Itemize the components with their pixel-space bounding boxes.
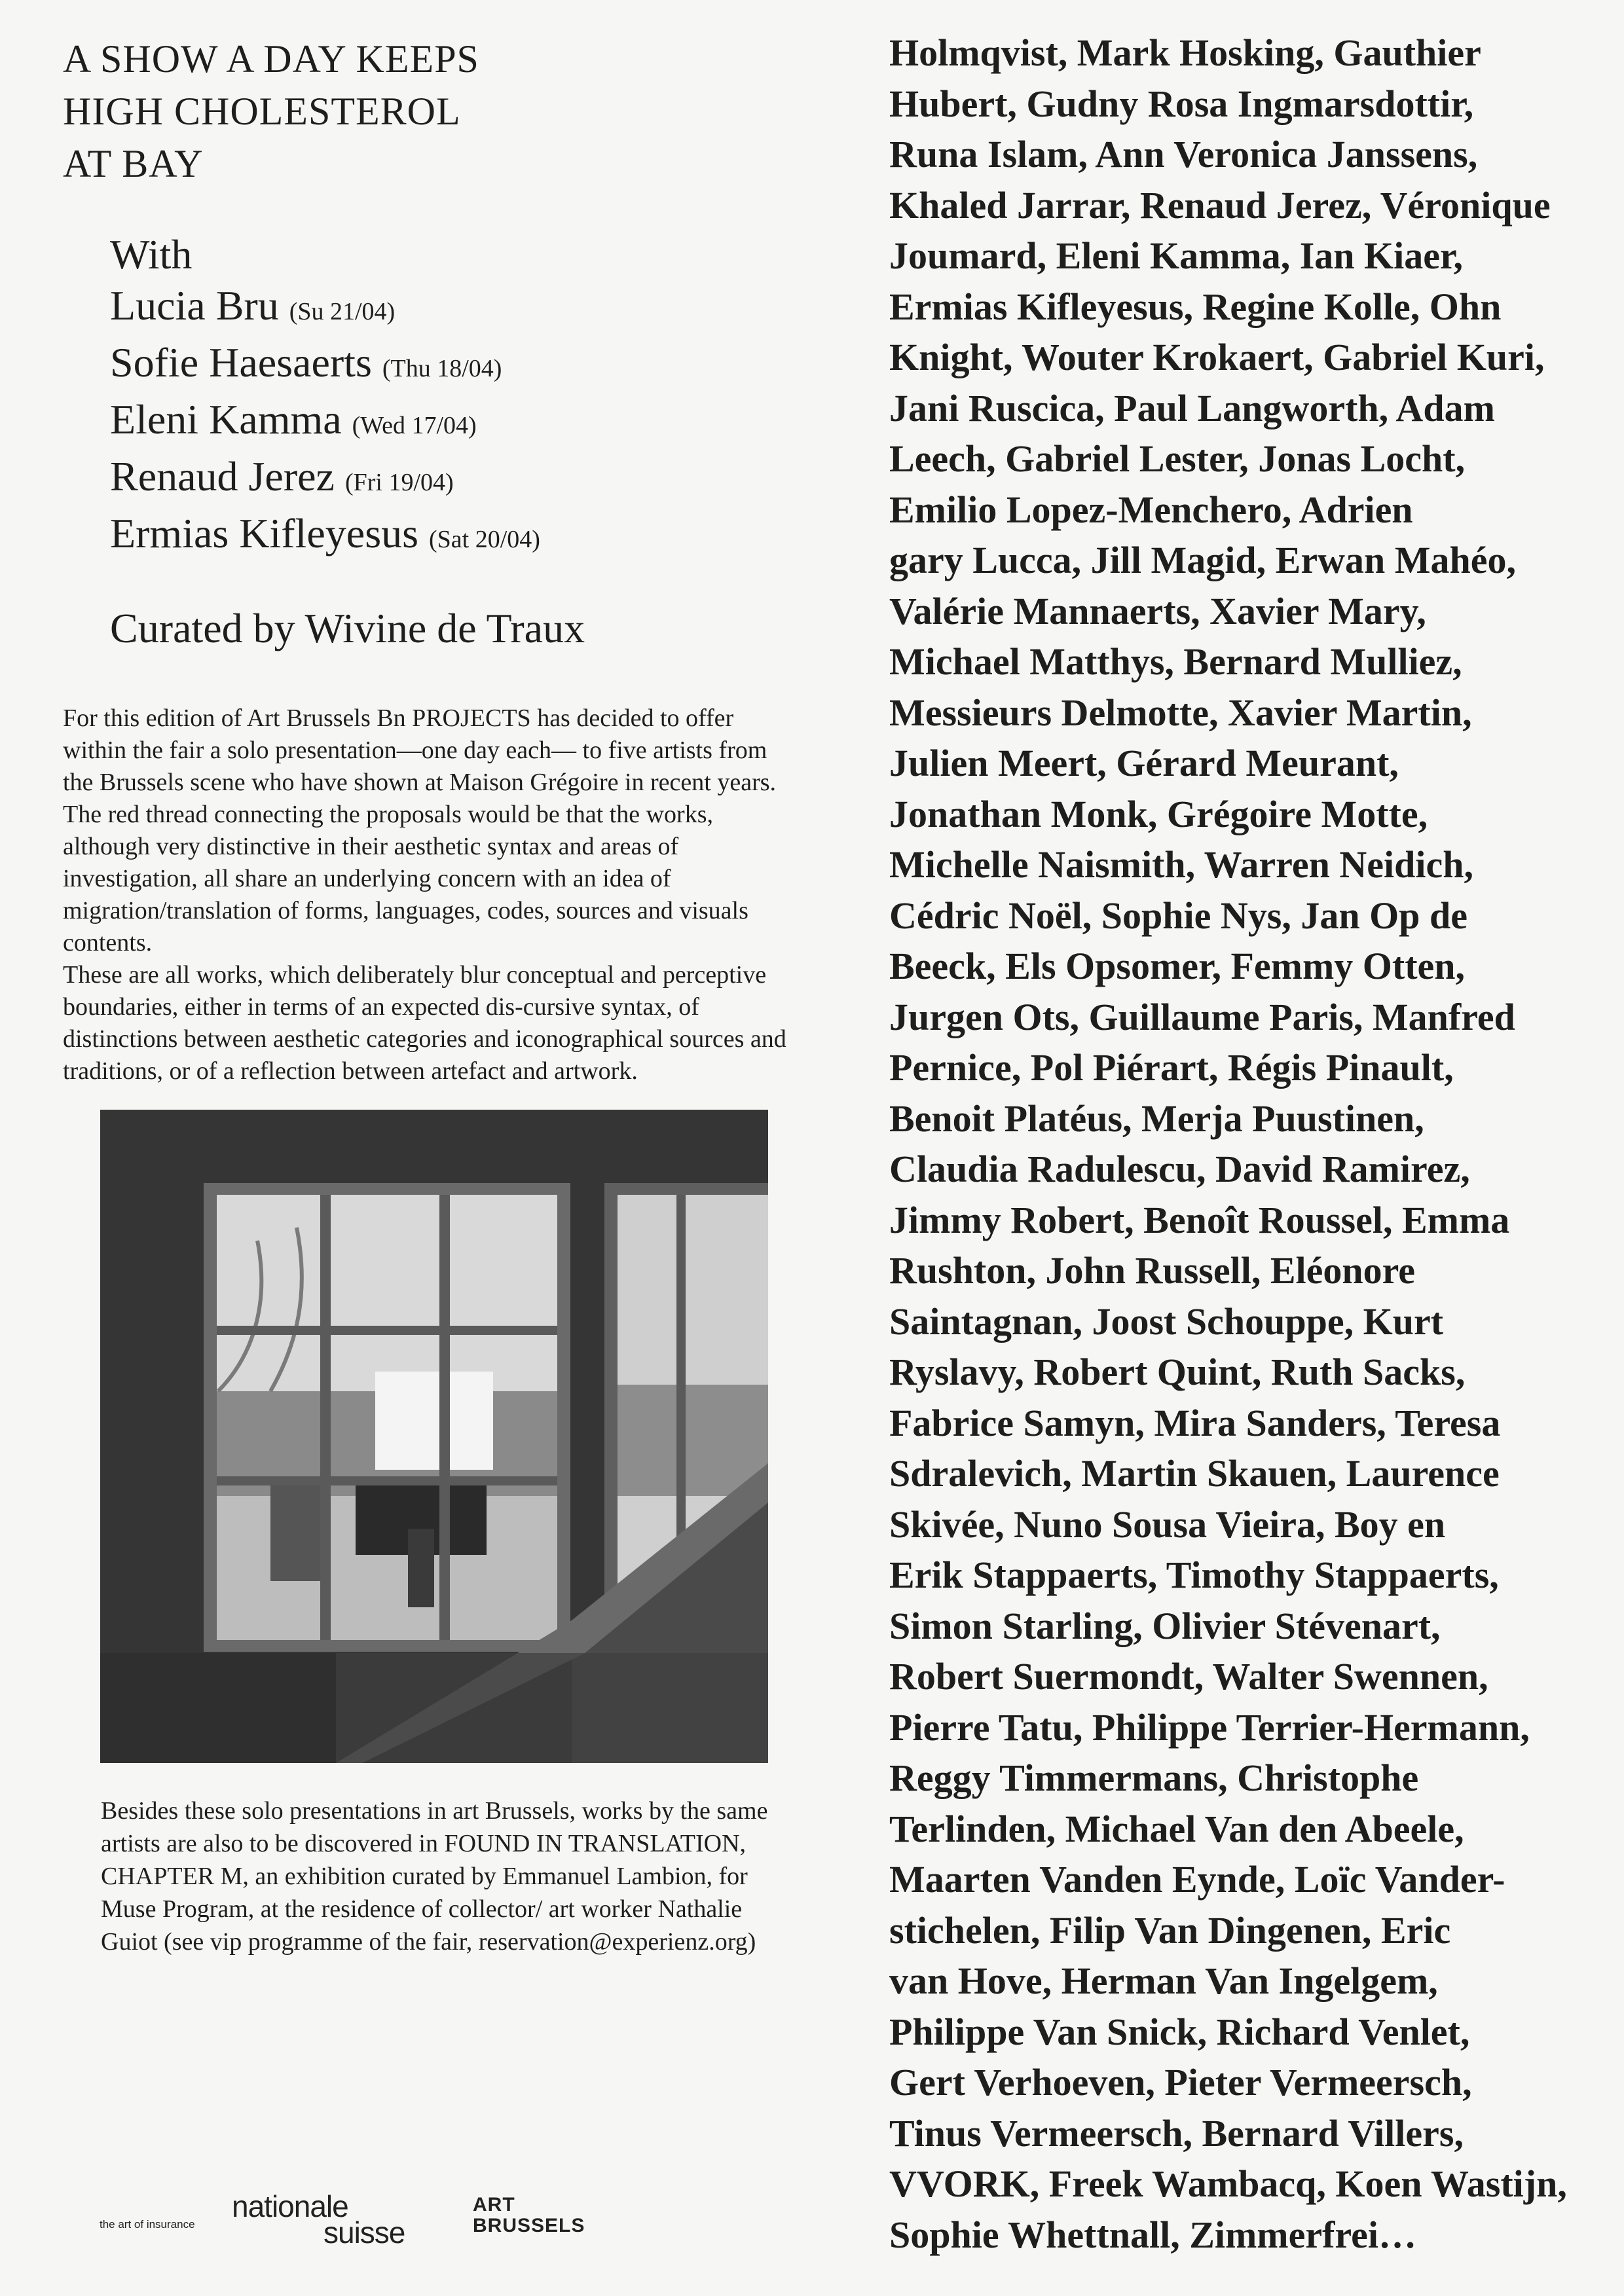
artist-name: Eleni Kamma	[110, 396, 342, 443]
names-line: Khaled Jarrar, Renaud Jerez, Véronique	[889, 183, 1551, 227]
names-line: Jonathan Monk, Grégoire Motte,	[889, 792, 1428, 835]
intro-paragraph: The red thread connecting the proposals would be that the works, although very distinctive in their aesthetic syntax and areas of investigation, all share an underlying concern with an idea of migration/translation of forms, languages, codes, sources and visuals contents.	[63, 801, 748, 957]
names-line: Knight, Wouter Krokaert, Gabriel Kuri,	[889, 336, 1545, 378]
besides-paragraph: Besides these solo presentations in art Brussels, works by the same artists are also to be discovered in FOUND IN TRANSLATION, CHAPTER M, an exhibition curated by Emmanuel Lambion, for Muse Program, at the residence of collector/ art worker Nathalie Guiot (see vip programme of the fair, reservation@experienz.org)	[101, 1797, 768, 1956]
names-line: Rushton, John Russell, Eléonore	[889, 1249, 1416, 1292]
names-line: Julien Meert, Gérard Meurant,	[889, 742, 1399, 784]
artist-entry	[110, 337, 816, 394]
names-line: Ryslavy, Robert Quint, Ruth Sacks,	[889, 1351, 1466, 1393]
names-line: Sdralevich, Martin Skauen, Laurence	[889, 1452, 1500, 1495]
sponsor-logos	[100, 2189, 623, 2250]
names-line: Michelle Naismith, Warren Neidich,	[889, 843, 1473, 886]
window-photo-illustration	[100, 1110, 768, 1763]
artist-name: Renaud Jerez	[110, 453, 335, 500]
names-line: Jimmy Robert, Benoît Roussel, Emma	[889, 1198, 1510, 1241]
names-line: Runa Islam, Ann Veronica Janssens,	[889, 133, 1478, 175]
names-line: Reggy Timmermans, Christophe	[889, 1757, 1419, 1799]
names-line: Terlinden, Michael Van den Abeele,	[889, 1807, 1464, 1850]
names-line: Holmqvist, Mark Hosking, Gauthier	[889, 31, 1481, 74]
artist-entry	[110, 280, 816, 337]
names-line: Ermias Kifleyesus, Regine Kolle, Ohn	[889, 285, 1502, 328]
names-line: stichelen, Filip Van Dingenen, Eric	[889, 1908, 1451, 1952]
names-line: Beeck, Els Opsomer, Femmy Otten,	[889, 945, 1466, 987]
names-line: Skivée, Nuno Sousa Vieira, Boy en	[889, 1503, 1446, 1546]
names-line: Messieurs Delmotte, Xavier Martin,	[889, 691, 1472, 734]
names-line: Benoit Platéus, Merja Puustinen,	[889, 1097, 1424, 1140]
names-line: van Hove, Herman Van Ingelgem,	[889, 1959, 1438, 2002]
names-line: Michael Matthys, Bernard Mulliez,	[889, 640, 1462, 683]
art-brussels-logo	[473, 2195, 585, 2236]
intro-text	[63, 702, 803, 1087]
names-line: Pierre Tatu, Philippe Terrier-Hermann,	[889, 1705, 1530, 1749]
names-line: Claudia Radulescu, David Ramirez,	[889, 1148, 1470, 1190]
names-line: Pernice, Pol Piérart, Régis Pinault,	[889, 1046, 1454, 1089]
intro-paragraph: For this edition of Art Brussels Bn PROJECTS has decided to offer within the fair a solo presentation—one day each— to five artists from the Brussels scene who have shown at Maison Grégoire in recent years.	[63, 704, 777, 796]
names-line: Gert Verhoeven, Pieter Vermeersch,	[889, 2061, 1472, 2104]
artist-date: (Wed 17/04)	[352, 412, 477, 439]
names-line: Robert Suermondt, Walter Swennen,	[889, 1655, 1488, 1698]
intro-paragraph: These are all works, which deliberately blur conceptual and perceptive boundaries, either in terms of an expected dis-cursive syntax, of distinctions between aesthetic categories and iconographical sources and traditions, or of a reflection between artefact and artwork.	[63, 961, 786, 1085]
artists-names-column	[889, 27, 1603, 2260]
artist-name: Ermias Kifleyesus	[110, 510, 418, 556]
left-column	[63, 33, 816, 1958]
besides-text	[101, 1795, 795, 1958]
insurance-tagline: the art of insurance	[100, 2218, 195, 2231]
names-line: Leech, Gabriel Lester, Jonas Locht,	[889, 437, 1466, 480]
names-line: Philippe Van Snick, Richard Venlet,	[889, 2010, 1470, 2053]
with-label: With	[110, 231, 193, 278]
names-line: Sophie Whettnall, Zimmerfrei…	[889, 2213, 1416, 2256]
logo-line: suisse	[323, 2215, 405, 2250]
names-line: Fabrice Samyn, Mira Sanders, Teresa	[889, 1401, 1501, 1444]
artist-entry	[110, 394, 816, 451]
artist-date: (Thu 18/04)	[382, 355, 502, 382]
logo-line: nationale	[232, 2189, 348, 2223]
page-title: A SHOW A DAY KEEPS HIGH CHOLESTEROL AT BAY	[63, 37, 479, 185]
names-line: Maarten Vanden Eynde, Loïc Vander-	[889, 1858, 1505, 1901]
nationale-suisse-logo	[232, 2189, 405, 2250]
names-line: Saintagnan, Joost Schouppe, Kurt	[889, 1300, 1444, 1343]
logo-line: ART	[473, 2194, 515, 2215]
curator-line: Curated by Wivine de Traux	[110, 605, 585, 651]
artist-name: Sofie Haesaerts	[110, 339, 372, 386]
names-line: Emilio Lopez-Menchero, Adrien	[889, 488, 1413, 531]
artist-entry	[110, 451, 816, 508]
names-line: Hubert, Gudny Rosa Ingmarsdottir,	[889, 82, 1474, 125]
names-line: VVORK, Freek Wambacq, Koen Wastijn,	[889, 2162, 1567, 2205]
names-line: Jani Ruscica, Paul Langworth, Adam	[889, 386, 1495, 429]
names-line: Erik Stappaerts, Timothy Stappaerts,	[889, 1554, 1499, 1596]
logo-line: BRUSSELS	[473, 2215, 585, 2236]
artist-date: (Su 21/04)	[289, 298, 396, 325]
artist-name: Lucia Bru	[110, 282, 279, 329]
names-line: Joumard, Eleni Kamma, Ian Kiaer,	[889, 234, 1463, 277]
artist-date: (Fri 19/04)	[344, 469, 454, 496]
artist-date: (Sat 20/04)	[429, 526, 540, 553]
names-line: Simon Starling, Olivier Stévenart,	[889, 1604, 1441, 1647]
names-line: Cédric Noël, Sophie Nys, Jan Op de	[889, 894, 1467, 937]
interior-photo	[100, 1110, 768, 1763]
names-line: Valérie Mannaerts, Xavier Mary,	[889, 589, 1426, 632]
names-line: gary Lucca, Jill Magid, Erwan Mahéo,	[889, 539, 1516, 581]
names-line: Jurgen Ots, Guillaume Paris, Manfred	[889, 995, 1515, 1038]
artist-entry	[110, 508, 816, 565]
artist-list	[110, 229, 816, 565]
names-line: Tinus Vermeersch, Bernard Villers,	[889, 2111, 1464, 2155]
